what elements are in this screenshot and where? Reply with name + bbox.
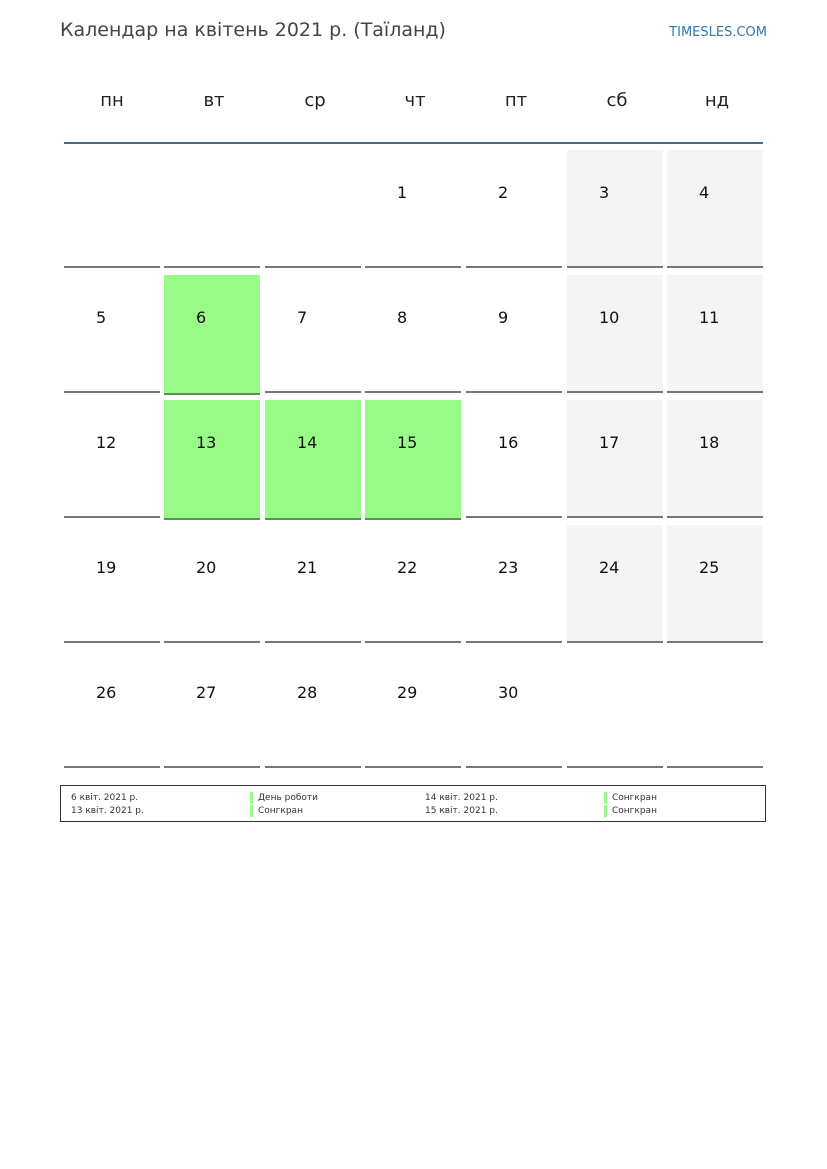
page-title: Календар на квітень 2021 р. (Таїланд) (60, 19, 446, 41)
day-cell[interactable] (466, 275, 562, 393)
day-number: 24 (599, 558, 620, 577)
day-cell[interactable] (466, 525, 562, 643)
day-number: 6 (196, 308, 207, 327)
day-number: 14 (297, 433, 318, 452)
header-divider (64, 142, 763, 144)
day-number: 22 (397, 558, 418, 577)
day-cell[interactable] (466, 650, 562, 768)
weekday-label: пн (100, 90, 124, 111)
weekday-label: сб (606, 90, 628, 111)
weekday-label: нд (704, 90, 730, 111)
day-number: 19 (96, 558, 117, 577)
weekend-day-cell[interactable] (567, 525, 663, 643)
day-number: 12 (96, 433, 117, 452)
day-number: 1 (397, 183, 408, 202)
day-number: 15 (397, 433, 418, 452)
legend-color-marker (604, 792, 607, 804)
legend-holiday-name: Сонгкран (258, 806, 303, 816)
weekend-day-cell[interactable] (667, 525, 763, 643)
day-number: 16 (498, 433, 519, 452)
day-number: 28 (297, 683, 318, 702)
day-number: 2 (498, 183, 509, 202)
empty-day-cell (64, 150, 160, 268)
day-number: 10 (599, 308, 620, 327)
legend-date: 15 квіт. 2021 р. (425, 806, 498, 816)
day-number: 8 (397, 308, 408, 327)
day-cell[interactable] (64, 400, 160, 518)
weekend-day-cell[interactable] (667, 150, 763, 268)
legend-holiday-name: День роботи (258, 793, 318, 803)
day-number: 4 (699, 183, 710, 202)
holiday-legend (60, 785, 766, 822)
day-cell[interactable] (365, 275, 461, 393)
day-number: 21 (297, 558, 318, 577)
day-cell[interactable] (365, 525, 461, 643)
weekend-day-cell[interactable] (567, 275, 663, 393)
legend-color-marker (250, 805, 253, 817)
day-number: 9 (498, 308, 509, 327)
holiday-day-cell[interactable] (265, 400, 361, 520)
day-cell[interactable] (365, 650, 461, 768)
legend-entry (425, 805, 765, 817)
weekend-day-cell[interactable] (567, 400, 663, 518)
day-cell[interactable] (265, 525, 361, 643)
day-cell[interactable] (265, 650, 361, 768)
day-number: 3 (599, 183, 610, 202)
day-number: 7 (297, 308, 308, 327)
empty-day-cell (164, 150, 260, 268)
weekday-label: ср (304, 90, 326, 111)
legend-holiday-name: Сонгкран (612, 806, 657, 816)
holiday-day-cell[interactable] (365, 400, 461, 520)
weekend-day-cell[interactable] (667, 275, 763, 393)
legend-color-marker (604, 805, 607, 817)
holiday-day-cell[interactable] (164, 275, 260, 395)
day-cell[interactable] (466, 400, 562, 518)
day-cell[interactable] (64, 525, 160, 643)
weekday-label: пт (504, 90, 528, 111)
weekday-label: вт (203, 90, 225, 111)
day-number: 25 (699, 558, 720, 577)
day-cell[interactable] (164, 525, 260, 643)
day-number: 20 (196, 558, 217, 577)
legend-holiday-name: Сонгкран (612, 793, 657, 803)
day-cell[interactable] (265, 275, 361, 393)
weekend-day-cell[interactable] (667, 400, 763, 518)
legend-entry (425, 792, 765, 804)
weekend-day-cell[interactable] (567, 150, 663, 268)
holiday-day-cell[interactable] (164, 400, 260, 520)
legend-date: 14 квіт. 2021 р. (425, 793, 498, 803)
legend-date: 13 квіт. 2021 р. (71, 806, 144, 816)
day-number: 13 (196, 433, 217, 452)
day-cell[interactable] (64, 275, 160, 393)
legend-color-marker (250, 792, 253, 804)
day-number: 17 (599, 433, 620, 452)
day-cell[interactable] (466, 150, 562, 268)
legend-entry (71, 805, 411, 817)
site-link[interactable]: TIMESLES.COM (669, 25, 767, 40)
legend-date: 6 квіт. 2021 р. (71, 793, 139, 803)
empty-day-cell (667, 650, 763, 768)
day-number: 26 (96, 683, 117, 702)
day-number: 11 (699, 308, 720, 327)
day-cell[interactable] (365, 150, 461, 268)
weekday-label: чт (404, 90, 426, 111)
weekday-header-row (62, 90, 765, 120)
empty-day-cell (567, 650, 663, 768)
day-cell[interactable] (164, 650, 260, 768)
empty-day-cell (265, 150, 361, 268)
day-number: 29 (397, 683, 418, 702)
day-number: 30 (498, 683, 519, 702)
day-cell[interactable] (64, 650, 160, 768)
day-number: 23 (498, 558, 519, 577)
legend-entry (71, 792, 411, 804)
day-number: 27 (196, 683, 217, 702)
day-number: 18 (699, 433, 720, 452)
day-number: 5 (96, 308, 107, 327)
